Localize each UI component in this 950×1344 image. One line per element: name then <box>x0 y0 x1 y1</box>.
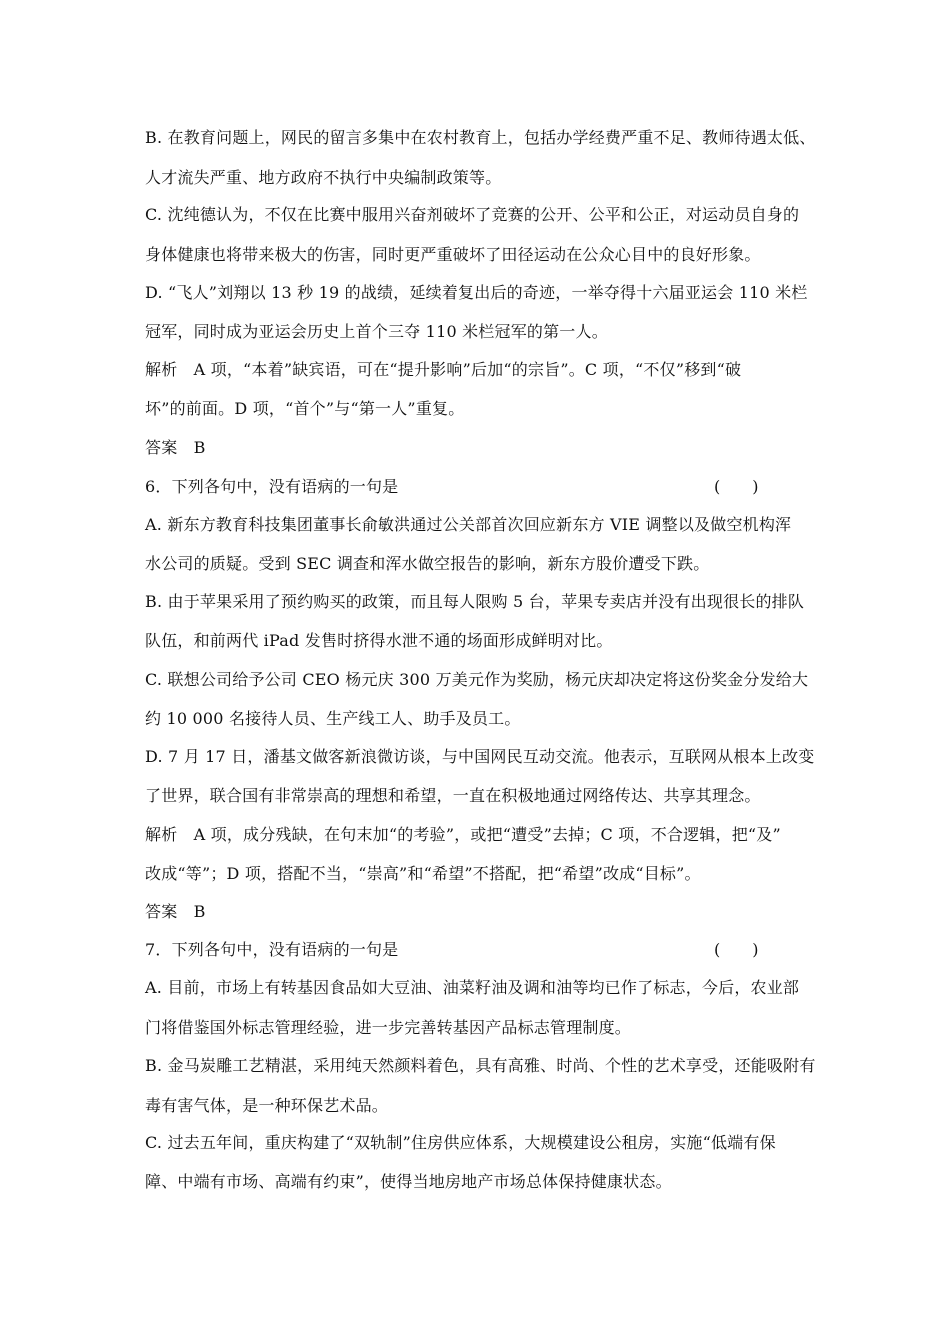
option-d-line-2: 冠军，同时成为亚运会历史上首个三夺 110 米栏冠军的第一人。 <box>145 322 608 341</box>
option-c-line-2: 身体健康也将带来极大的伤害，同时更严重破坏了田径运动在公众心目中的良好形象。 <box>145 245 761 264</box>
analysis-6-line-2: 改成“等”；D 项，搭配不当，“崇高”和“希望”不搭配，把“希望”改成“目标”。 <box>145 864 701 883</box>
q6-option-d-line-2: 了世界，联合国有非常崇高的理想和希望，一直在积极地通过网络传达、共享其理念。 <box>145 786 761 805</box>
q7-option-c-line-1: C. 过去五年间，重庆构建了“双轨制”住房供应体系，大规模建设公租房，实施“低端有保 <box>145 1133 776 1152</box>
analysis-6-line-1: 解析 A 项，成分残缺，在句末加“的考验”，或把“遭受”去掉；C 项，不合逻辑，把“及” <box>145 825 781 844</box>
question-7-answer-bracket: ( ) <box>714 940 759 959</box>
q6-option-d-line-1: D. 7 月 17 日，潘基文做客新浪微访谈，与中国网民互动交流。他表示，互联网从根本上改变 <box>145 747 815 766</box>
q6-option-a-line-1: A. 新东方教育科技集团董事长俞敏洪通过公关部首次回应新东方 VIE 调整以及做空机构浑 <box>145 515 792 534</box>
q7-option-a-line-1: A. 目前，市场上有转基因食品如大豆油、油菜籽油及调和油等均已作了标志，今后，农业部 <box>145 978 800 997</box>
q7-option-c-line-2: 障、中端有市场、高端有约束”，使得当地房地产市场总体保持健康状态。 <box>145 1172 672 1191</box>
q7-option-b-line-2: 毒有害气体，是一种环保艺术品。 <box>145 1096 389 1115</box>
option-b-line-2: 人才流失严重、地方政府不执行中央编制政策等。 <box>145 168 502 187</box>
q6-option-c-line-1: C. 联想公司给予公司 CEO 杨元庆 300 万美元作为奖励，杨元庆却决定将这份奖金分发给大 <box>145 670 809 689</box>
answer-6: 答案 B <box>145 902 206 921</box>
option-d-line-1: D. “飞人”刘翔以 13 秒 19 的战绩，延续着复出后的奇迹，一举夺得十六届亚运会 110 米栏 <box>145 283 808 302</box>
question-7-stem: 7．下列各句中，没有语病的一句是 <box>145 940 399 959</box>
q6-option-b-line-1: B. 由于苹果采用了预约购买的政策，而且每人限购 5 台，苹果专卖店并没有出现很长的排队 <box>145 592 805 611</box>
option-c-line-1: C. 沈纯德认为，不仅在比赛中服用兴奋剂破坏了竞赛的公开、公平和公正，对运动员自身的 <box>145 205 800 224</box>
analysis-5-line-1: 解析 A 项，“本着”缺宾语，可在“提升影响”后加“的宗旨”。C 项，“不仅”移到“破 <box>145 360 742 379</box>
q6-option-b-line-2: 队伍，和前两代 iPad 发售时挤得水泄不通的场面形成鲜明对比。 <box>145 631 613 650</box>
q7-option-a-line-2: 门将借鉴国外标志管理经验，进一步完善转基因产品标志管理制度。 <box>145 1018 632 1037</box>
analysis-5-line-2: 坏”的前面。D 项，“首个”与“第一人”重复。 <box>145 399 465 418</box>
q6-option-c-line-2: 约 10 000 名接待人员、生产线工人、助手及员工。 <box>145 709 521 728</box>
question-6-answer-bracket: ( ) <box>714 477 759 496</box>
q6-option-a-line-2: 水公司的质疑。受到 SEC 调查和浑水做空报告的影响，新东方股价遭受下跌。 <box>145 554 710 573</box>
question-6-stem: 6．下列各句中，没有语病的一句是 <box>145 477 399 496</box>
answer-5: 答案 B <box>145 438 206 457</box>
option-b-line-1: B. 在教育问题上，网民的留言多集中在农村教育上，包括办学经费严重不足、教师待遇太低、 <box>145 128 816 147</box>
q7-option-b-line-1: B. 金马炭雕工艺精湛，采用纯天然颜料着色，具有高雅、时尚、个性的艺术享受，还能吸附有 <box>145 1056 816 1075</box>
